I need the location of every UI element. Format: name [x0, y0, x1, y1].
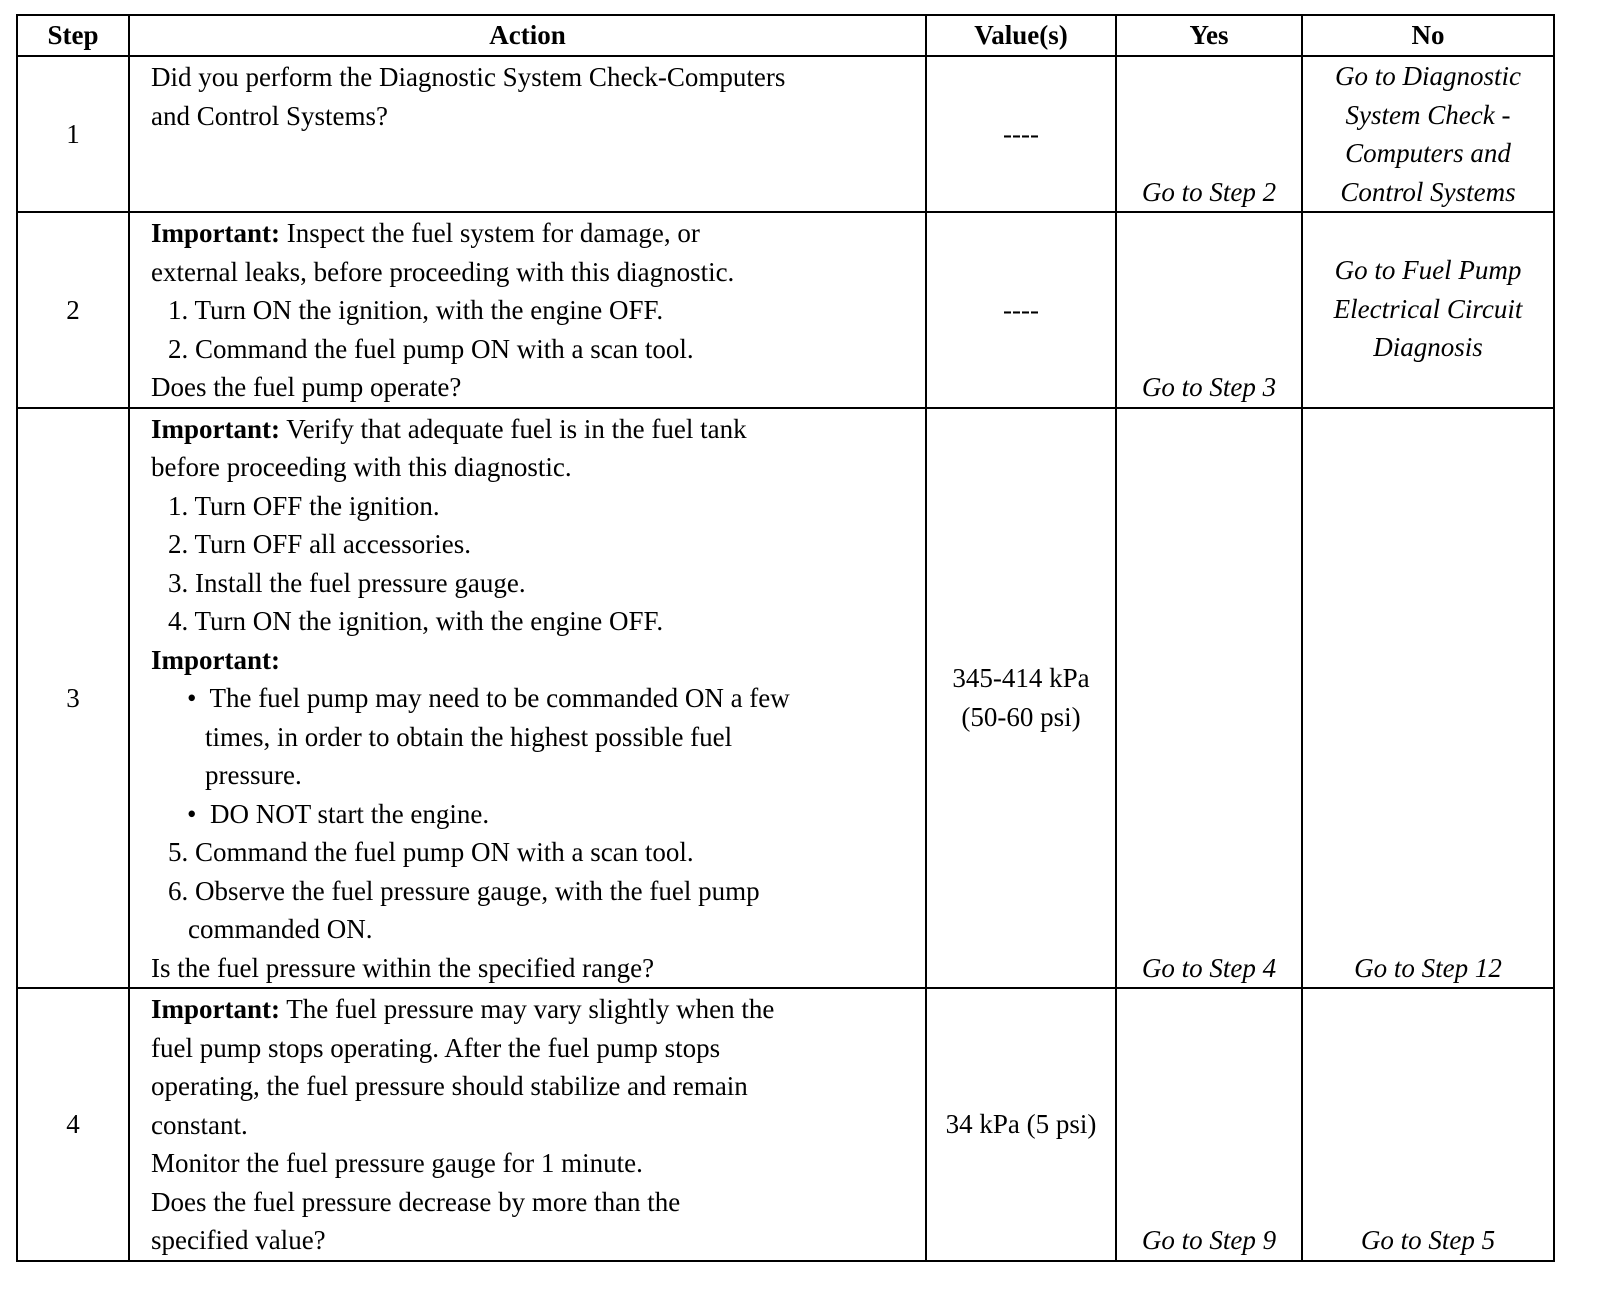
value-cell: ----	[926, 56, 1116, 212]
value-cell: ----	[926, 212, 1116, 408]
no-link[interactable]: Go to Step 12	[1302, 408, 1554, 989]
no-link[interactable]: Go to Step 5	[1302, 988, 1554, 1261]
table-row-step-1	[17, 56, 1554, 212]
value-line: (50-60 psi)	[961, 701, 1081, 732]
yes-link[interactable]: Go to Step 3	[1116, 212, 1302, 408]
important-label: Important:	[151, 413, 280, 444]
action-step-continuation: commanded ON.	[188, 914, 373, 944]
spacer	[1303, 213, 1553, 251]
no-line: Electrical Circuit	[1333, 293, 1523, 324]
step-number: 4	[17, 988, 129, 1261]
no-line: Computers and	[1345, 138, 1511, 168]
value-line: 345-414 kPa	[952, 663, 1090, 694]
no-link[interactable]	[1302, 56, 1554, 212]
value-cell: 34 kPa (5 psi)	[926, 988, 1116, 1261]
action-cell	[129, 56, 926, 212]
bullet-icon: •	[187, 798, 197, 829]
important-label: Important:	[151, 644, 280, 675]
important-line	[151, 990, 917, 1029]
action-line: Monitor the fuel pressure gauge for 1 minute.	[151, 1148, 643, 1178]
table-row-step-4	[17, 988, 1554, 1261]
important-text: Verify that adequate fuel is in the fuel tank	[280, 413, 747, 444]
table-row-step-2	[17, 212, 1554, 408]
action-step: 1. Turn ON the ignition, with the engine OFF.	[168, 295, 664, 325]
important-line	[151, 410, 917, 449]
yes-link[interactable]: Go to Step 4	[1116, 408, 1302, 989]
no-line: Go to Diagnostic	[1335, 61, 1521, 91]
important-line	[151, 641, 917, 680]
action-cell	[129, 988, 926, 1261]
step-number: 2	[17, 212, 129, 408]
value-cell	[926, 408, 1116, 989]
diagnostic-table	[16, 14, 1555, 1262]
action-line: fuel pump stops operating. After the fuel pump stops	[151, 1032, 721, 1063]
action-line: external leaks, before proceeding with this diagnostic.	[151, 256, 735, 287]
bullet-icon: •	[187, 683, 197, 713]
table-row-step-3	[17, 408, 1554, 989]
no-line: Diagnosis	[1373, 332, 1483, 362]
action-line: operating, the fuel pressure should stabilize and remain	[151, 1071, 748, 1101]
bullet-item: • DO NOT start the engine.	[187, 798, 490, 829]
important-label: Important:	[151, 218, 280, 248]
important-line	[151, 214, 917, 253]
header-row	[17, 15, 1554, 56]
action-step: 3. Install the fuel pressure gauge.	[168, 567, 526, 598]
header-action: Action	[129, 15, 926, 56]
action-question: specified value?	[151, 1225, 326, 1255]
bullet-item: • The fuel pump may need to be commanded ON a few	[187, 683, 790, 713]
action-step: 6. Observe the fuel pressure gauge, with the fuel pump	[168, 875, 760, 906]
header-step: Step	[17, 15, 129, 56]
bullet-continuation: pressure.	[205, 760, 302, 790]
important-text: The fuel pressure may vary slightly when the	[280, 994, 775, 1024]
action-line: constant.	[151, 1109, 248, 1140]
no-line: Control Systems	[1340, 176, 1516, 207]
action-line: Did you perform the Diagnostic System Check-Computers	[151, 62, 786, 92]
no-line: System Check -	[1345, 99, 1511, 130]
action-step: 2. Command the fuel pump ON with a scan tool.	[168, 333, 694, 364]
action-cell	[129, 408, 926, 989]
step-number: 3	[17, 408, 129, 989]
no-link[interactable]	[1302, 212, 1554, 408]
important-label: Important:	[151, 994, 280, 1024]
action-step: 2. Turn OFF all accessories.	[168, 529, 471, 559]
action-step: 5. Command the fuel pump ON with a scan tool.	[168, 837, 694, 867]
action-step: 1. Turn OFF the ignition.	[168, 490, 440, 521]
yes-link[interactable]: Go to Step 9	[1116, 988, 1302, 1261]
step-number: 1	[17, 56, 129, 212]
action-step: 4. Turn ON the ignition, with the engine OFF.	[168, 606, 664, 636]
important-text: Inspect the fuel system for damage, or	[280, 218, 700, 248]
action-cell	[129, 212, 926, 408]
action-question: Is the fuel pressure within the specified range?	[151, 952, 655, 983]
header-yes: Yes	[1116, 15, 1302, 56]
header-values: Value(s)	[926, 15, 1116, 56]
bullet-continuation: times, in order to obtain the highest possible fuel	[205, 721, 733, 752]
action-question: Does the fuel pump operate?	[151, 372, 462, 402]
header-no: No	[1302, 15, 1554, 56]
no-line: Go to Fuel Pump	[1334, 255, 1522, 285]
yes-link[interactable]: Go to Step 2	[1116, 56, 1302, 212]
action-question: Does the fuel pressure decrease by more than the	[151, 1186, 681, 1217]
action-line: before proceeding with this diagnostic.	[151, 452, 572, 482]
action-line: and Control Systems?	[151, 100, 388, 131]
